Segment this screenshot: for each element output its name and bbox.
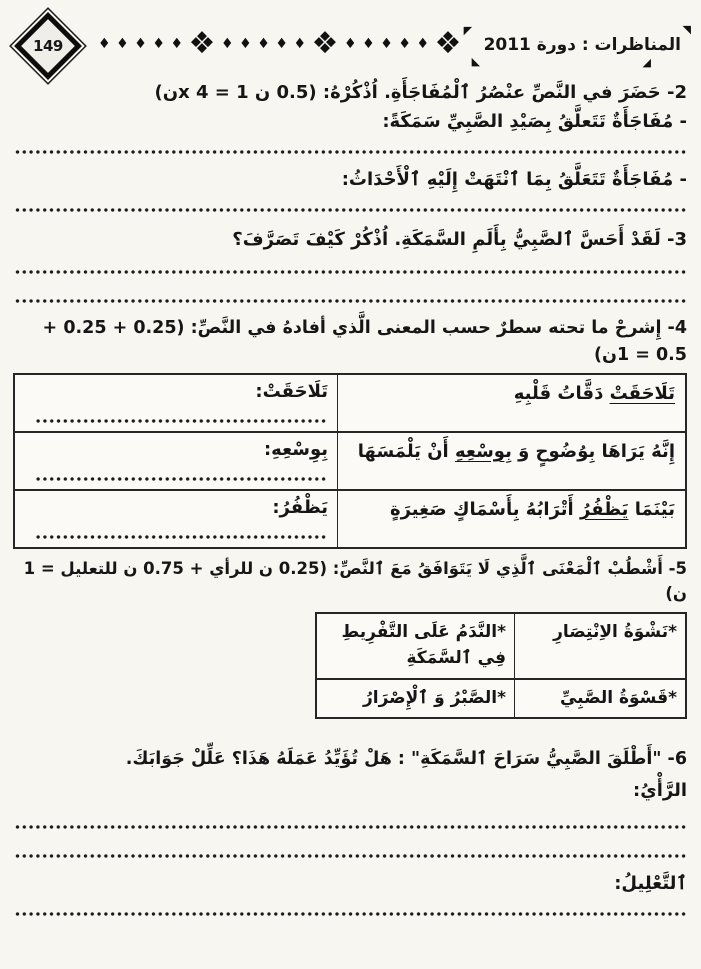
phrase-text: بَيْنَمَا bbox=[628, 498, 675, 520]
question-2-item-1: - مُفَاجَأَةٌ تَتَعلَّقُ بِصَيْدِ الصَّبِيِّ سَمَكَةً: bbox=[382, 110, 687, 132]
question-2: 2- حَضَرَ في النَّصِّ عنْصُرُ ٱلْمُفَاجَأَةِ. اُذْكُرْهُ: (0.5 ن x 4 = 1ن) bbox=[154, 82, 687, 103]
definition-cell bbox=[15, 433, 337, 489]
phrase-text: دَقَّاتُ قَلْبِهِ bbox=[513, 382, 610, 404]
phrase-text: إِنَّهُ يَرَاهَا بِوُضُوحٍ وَ bbox=[511, 440, 675, 462]
phrase-text: أَتْرَابُهُ بِأَسْمَاكٍ صَغِيرَةٍ bbox=[389, 498, 580, 520]
question-2-item-2: - مُفَاجَأَةٌ تَتَعَلَّقُ بِمَا ٱنْتَهَتْ إِلَيْهِ ٱلْأَحْدَاثُ: bbox=[341, 168, 687, 190]
diamond-icon: ♦ bbox=[416, 36, 429, 52]
page-header bbox=[0, 0, 701, 74]
diamond-divider-icon bbox=[86, 26, 470, 61]
corner-mark-icon: ◣ bbox=[471, 55, 481, 68]
question-5: 5- أَشْطُبْ ٱلْمَعْنَى ٱلَّذِي لَا يَتَوَافَقُ مَعَ ٱلنَّصِّ: (0.25 ن للرأي + 0.75 ن للتعليل = 1 ن) bbox=[23, 558, 687, 604]
table-row bbox=[317, 678, 685, 717]
option-cell: *النَّدَمُ عَلَى التَّفْرِيطِ فِي ٱلسَّمَكَةِ bbox=[341, 621, 506, 669]
answer-line bbox=[13, 911, 687, 917]
answer-line bbox=[36, 476, 327, 482]
diamond-icon: ♦ bbox=[380, 36, 393, 52]
diamond-icon: ♦ bbox=[116, 36, 129, 52]
answer-line bbox=[13, 298, 687, 304]
underlined-word: يَظْفُرُ bbox=[580, 498, 629, 520]
diamond-icon: ♦ bbox=[221, 36, 234, 52]
diamond-icon: ♦ bbox=[344, 36, 357, 52]
phrase-text: أَنْ يَلْمَسَهَا bbox=[357, 440, 455, 462]
corner-mark-icon: ◥ bbox=[682, 23, 691, 36]
diamond-icon: ♦ bbox=[98, 36, 111, 52]
diamond-icon: ♦ bbox=[398, 36, 411, 52]
definition-cell bbox=[15, 491, 337, 547]
justification-label: ٱلتَّعْلِيلُ: bbox=[614, 872, 687, 894]
table-row bbox=[317, 614, 685, 678]
diamond-icon: ♦ bbox=[134, 36, 147, 52]
answer-line bbox=[13, 207, 687, 213]
answer-line bbox=[36, 418, 327, 424]
page-number-badge bbox=[14, 12, 82, 80]
underlined-word: بِوسْعِهِ bbox=[455, 440, 512, 462]
diamond-icon: ♦ bbox=[152, 36, 165, 52]
phrase-cell bbox=[337, 491, 685, 547]
diamond-cluster-icon: ❖ bbox=[434, 26, 462, 61]
answer-line bbox=[13, 824, 687, 830]
phrase-cell bbox=[337, 433, 685, 489]
question-3: 3- لَقَدْ أَحَسَّ ٱلصَّبِيُّ بِأَلَمِ السَّمَكَةِ. اُذْكُرْ كَيْفَ تَصَرَّفَ؟ bbox=[232, 228, 687, 250]
diamond-icon: ♦ bbox=[275, 36, 288, 52]
diamond-cluster-icon: ❖ bbox=[311, 26, 339, 61]
header-title-block bbox=[463, 23, 693, 69]
question-4: 4- إِشرحْ ما تحته سطرٌ حسب المعنى الَّذي أفادهُ في النَّصِّ: (0.25 + 0.25 + 0.5 = 1ن) bbox=[42, 317, 687, 365]
table-row bbox=[15, 489, 685, 547]
page-title: المناظرات : دورة 2011 bbox=[483, 35, 681, 55]
word-label: بِوِسْعِهِ: bbox=[263, 438, 328, 460]
option-cell: *نَشْوَةُ الاِنْتِصَارِ bbox=[514, 614, 685, 678]
table-row bbox=[15, 375, 685, 431]
answer-line bbox=[13, 269, 687, 275]
underlined-word: تَلَاحَقَتْ bbox=[609, 382, 675, 404]
diamond-icon: ♦ bbox=[239, 36, 252, 52]
diamond-icon: ♦ bbox=[362, 36, 375, 52]
vocabulary-table bbox=[13, 373, 687, 549]
diamond-icon: ♦ bbox=[293, 36, 306, 52]
opinion-label: الرَّأْيُ: bbox=[633, 780, 687, 802]
word-label: يَظْفُرُ: bbox=[272, 496, 328, 518]
exam-content bbox=[0, 79, 701, 917]
answer-line bbox=[36, 534, 327, 540]
question-6: 6- "أَطْلَقَ الصَّبِيُّ سَرَاحَ ٱلسَّمَكَةِ" : هَلْ تُؤَيِّدُ عَمَلَهُ هَذَا؟ عَلِّلْ جَوَابَكَ. bbox=[125, 748, 687, 769]
page-number: 149 bbox=[33, 37, 63, 55]
diamond-icon: ♦ bbox=[170, 36, 183, 52]
option-cell: *الصَّبْرُ وَ ٱلْإِصْرَارُ bbox=[362, 687, 506, 708]
phrase-cell bbox=[337, 375, 685, 431]
corner-mark-icon: ◤ bbox=[463, 24, 473, 37]
answer-line bbox=[13, 149, 687, 155]
corner-mark-icon: ◢ bbox=[642, 56, 651, 69]
diamond-icon: ♦ bbox=[257, 36, 270, 52]
table-row bbox=[15, 431, 685, 489]
option-cell: *قَسْوَةُ الصَّبِيِّ bbox=[514, 680, 685, 717]
definition-cell bbox=[15, 375, 337, 431]
options-table bbox=[315, 612, 687, 719]
word-label: تَلَاحَقَتْ: bbox=[255, 380, 328, 402]
diamond-cluster-icon: ❖ bbox=[188, 26, 216, 61]
answer-line bbox=[13, 853, 687, 859]
